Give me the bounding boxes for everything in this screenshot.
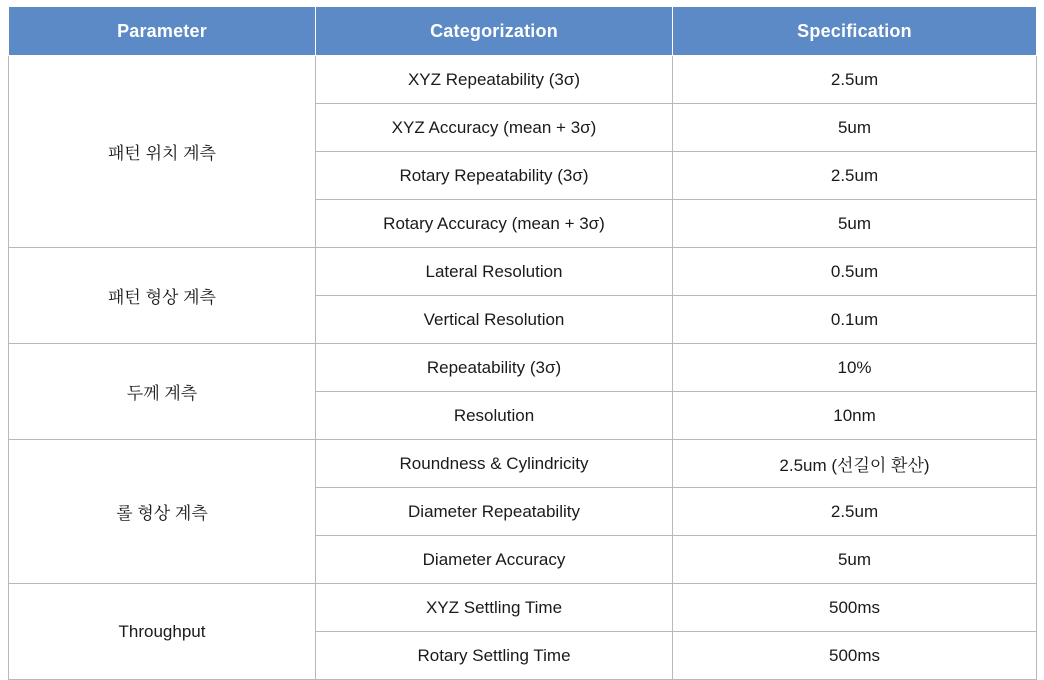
specification-table xyxy=(8,6,1037,680)
table-header-row xyxy=(9,7,1037,56)
specification-cell: 5um xyxy=(673,536,1037,584)
table-header xyxy=(9,7,1037,56)
table-row xyxy=(9,56,1037,104)
column-header-parameter: Parameter xyxy=(9,7,316,56)
categorization-cell: Repeatability (3σ) xyxy=(316,344,673,392)
table-row xyxy=(9,248,1037,296)
categorization-cell: XYZ Settling Time xyxy=(316,584,673,632)
categorization-cell: Diameter Accuracy xyxy=(316,536,673,584)
categorization-cell: Diameter Repeatability xyxy=(316,488,673,536)
table-row xyxy=(9,584,1037,632)
specification-cell: 10nm xyxy=(673,392,1037,440)
categorization-cell: Vertical Resolution xyxy=(316,296,673,344)
categorization-cell: Lateral Resolution xyxy=(316,248,673,296)
parameter-cell: Throughput xyxy=(9,584,316,680)
specification-cell: 0.5um xyxy=(673,248,1037,296)
categorization-cell: Rotary Accuracy (mean + 3σ) xyxy=(316,200,673,248)
parameter-cell: 두께 계측 xyxy=(9,344,316,440)
parameter-cell: 패턴 형상 계측 xyxy=(9,248,316,344)
parameter-cell: 롤 형상 계측 xyxy=(9,440,316,584)
categorization-cell: XYZ Accuracy (mean + 3σ) xyxy=(316,104,673,152)
specification-cell: 500ms xyxy=(673,584,1037,632)
categorization-cell: Resolution xyxy=(316,392,673,440)
column-header-categorization: Categorization xyxy=(316,7,673,56)
specification-cell: 10% xyxy=(673,344,1037,392)
specification-cell: 2.5um xyxy=(673,488,1037,536)
table-row xyxy=(9,344,1037,392)
specification-cell: 500ms xyxy=(673,632,1037,680)
categorization-cell: Rotary Settling Time xyxy=(316,632,673,680)
table-row xyxy=(9,440,1037,488)
categorization-cell: Rotary Repeatability (3σ) xyxy=(316,152,673,200)
specification-cell: 5um xyxy=(673,104,1037,152)
parameter-cell: 패턴 위치 계측 xyxy=(9,56,316,248)
specification-cell: 2.5um xyxy=(673,152,1037,200)
categorization-cell: Roundness & Cylindricity xyxy=(316,440,673,488)
specification-cell: 2.5um (선길이 환산) xyxy=(673,440,1037,488)
specification-cell: 5um xyxy=(673,200,1037,248)
specification-cell: 0.1um xyxy=(673,296,1037,344)
specification-cell: 2.5um xyxy=(673,56,1037,104)
categorization-cell: XYZ Repeatability (3σ) xyxy=(316,56,673,104)
table-body xyxy=(9,56,1037,680)
column-header-specification: Specification xyxy=(673,7,1037,56)
